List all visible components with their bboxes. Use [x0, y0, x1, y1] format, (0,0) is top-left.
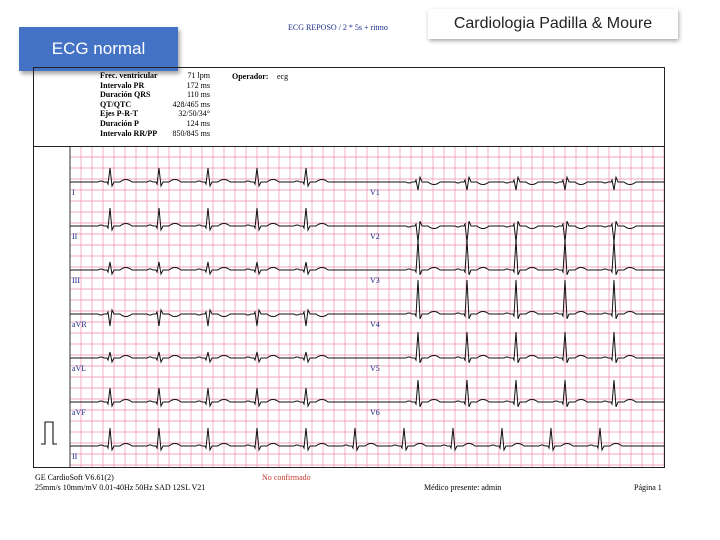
measurement-label: QT/QTC: [100, 99, 132, 109]
footer-software: GE CardioSoft V6.61(2): [35, 473, 114, 482]
lead-label-avr: aVR: [72, 320, 87, 329]
lead-label-iii: III: [72, 276, 80, 285]
measurement-value: 850/845 ms: [172, 128, 210, 138]
measurement-label: Duración P: [100, 118, 139, 128]
measurement-value: 32/50/34°: [178, 109, 210, 119]
lead-label-v5: V5: [370, 364, 380, 373]
measurement-value: 428/465 ms: [172, 99, 210, 109]
lead-label-v4: V4: [370, 320, 380, 329]
lead-label-i: I: [72, 188, 75, 197]
lead-label-v1: V1: [370, 188, 380, 197]
footer-physician: Médico presente: admin: [424, 483, 502, 492]
footer-settings: 25mm/s 10mm/mV 0.01-40Hz 50Hz SAD 12SL V21: [35, 483, 206, 492]
measurement-label: Frec. ventricular: [100, 71, 158, 80]
measurement-values: [150, 71, 210, 138]
operator-label: Operador:: [232, 72, 269, 81]
measurement-value: 124 ms: [186, 118, 210, 128]
measurement-label: Intervalo PR: [100, 80, 145, 90]
lead-label-avl: aVL: [72, 364, 87, 373]
ecg-header: ECG REPOSO / 2 * 5s + ritmo: [288, 23, 388, 32]
lead-label-v3: V3: [370, 276, 380, 285]
footer-status: No confirmado: [262, 473, 311, 482]
lead-label-rhythm: II: [72, 452, 78, 461]
lead-label-avf: aVF: [72, 408, 86, 417]
measurement-value: 71 lpm: [187, 71, 210, 80]
measurement-label: Duración QRS: [100, 90, 151, 100]
measurement-label: Intervalo RR/PP: [100, 128, 158, 138]
ecg-frame: [33, 146, 665, 468]
lead-label-v6: V6: [370, 408, 380, 417]
footer-page: Página 1: [634, 483, 662, 492]
operator-value: ecg: [277, 72, 289, 81]
brand-label: Cardiologia Padilla & Moure: [428, 9, 678, 39]
slide-title: ECG normal: [19, 27, 178, 71]
measurement-labels: [100, 71, 158, 138]
measurement-value: 110 ms: [186, 90, 210, 100]
measurement-label: Ejes P-R-T: [100, 109, 138, 119]
measurement-value: 172 ms: [186, 80, 210, 90]
lead-label-ii: II: [72, 232, 78, 241]
lead-label-v2: V2: [370, 232, 380, 241]
